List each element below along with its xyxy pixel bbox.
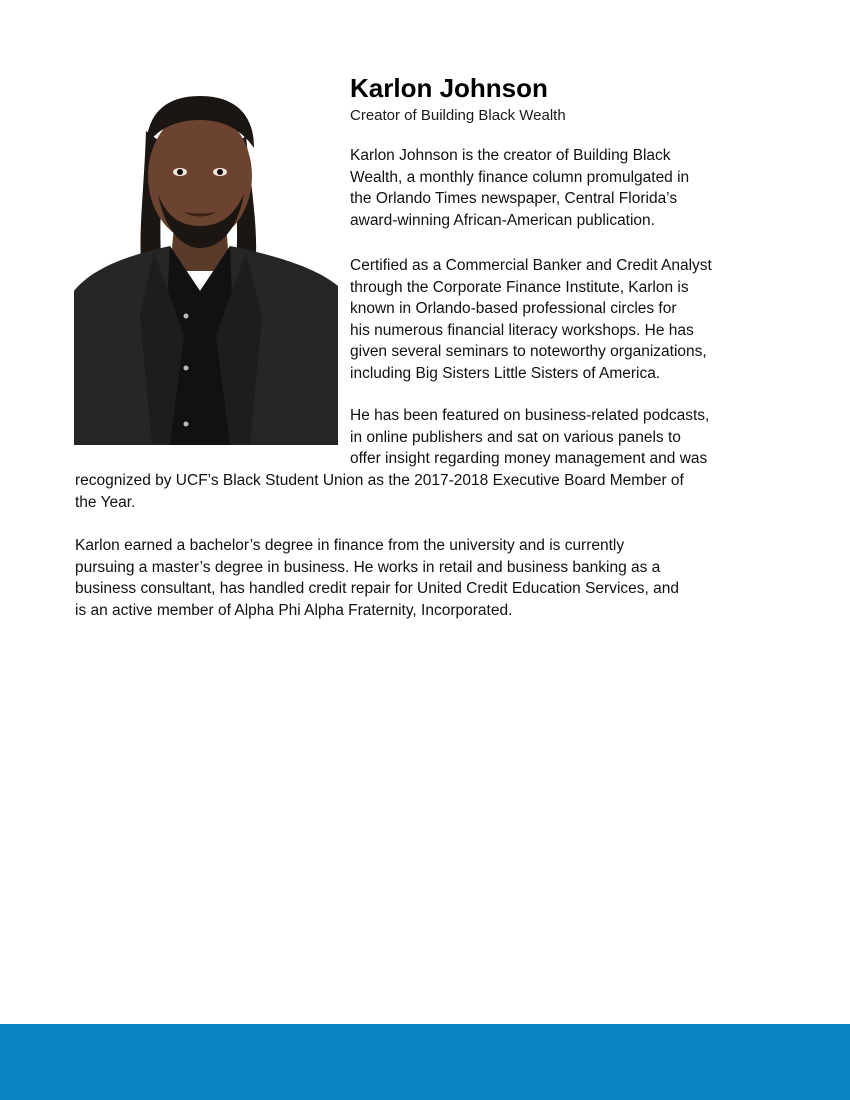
bio-line: is an active member of Alpha Phi Alpha Fraternity, Incorporated. xyxy=(75,601,513,619)
bio-line: Karlon earned a bachelor’s degree in finance from the university and is currently xyxy=(75,537,625,554)
person-name: Karlon Johnson xyxy=(350,73,548,103)
bio-line: Wealth, a monthly finance column promulgated in xyxy=(350,168,690,186)
bio-line: offer insight regarding money management and was xyxy=(350,450,708,468)
bio-line: given several seminars to noteworthy organizations, xyxy=(350,343,707,361)
person-title: Creator of Building Black Wealth xyxy=(350,107,566,124)
footer-bar xyxy=(0,1024,850,1100)
bio-line: the Orlando Times newspaper, Central Florida’s xyxy=(350,190,678,208)
bio-line: the Year. xyxy=(75,493,136,511)
bio-line: business consultant, has handled credit repair for United Credit Education Services, and xyxy=(75,580,679,598)
bio-paragraph-1 xyxy=(350,145,689,231)
bio-line: in online publishers and sat on various panels to xyxy=(350,428,681,446)
bio-paragraph-2 xyxy=(350,255,712,385)
bio-line: pursuing a master’s degree in business. He works in retail and business banking as a xyxy=(75,558,661,576)
portrait-photo xyxy=(74,76,338,445)
bio-line: his numerous financial literacy workshops. He has xyxy=(350,321,694,339)
portrait-illustration xyxy=(74,76,338,445)
bio-line: known in Orlando-based professional circles for xyxy=(350,300,677,318)
bio-line: Karlon Johnson is the creator of Building Black xyxy=(350,147,671,164)
bio-line: Certified as a Commercial Banker and Credit Analyst xyxy=(350,257,712,274)
bio-line: award-winning African-American publication. xyxy=(350,211,655,229)
bio-paragraph-3 xyxy=(350,405,709,470)
bio-line: recognized by UCF’s Black Student Union as the 2017-2018 Executive Board Member of xyxy=(75,472,684,489)
bio-line: including Big Sisters Little Sisters of America. xyxy=(350,364,661,382)
bio-paragraph-4 xyxy=(75,535,679,621)
bio-paragraph-3-continued xyxy=(75,470,684,513)
bio-line: through the Corporate Finance Institute, Karlon is xyxy=(350,278,689,296)
bio-line: He has been featured on business-related podcasts, xyxy=(350,407,710,424)
